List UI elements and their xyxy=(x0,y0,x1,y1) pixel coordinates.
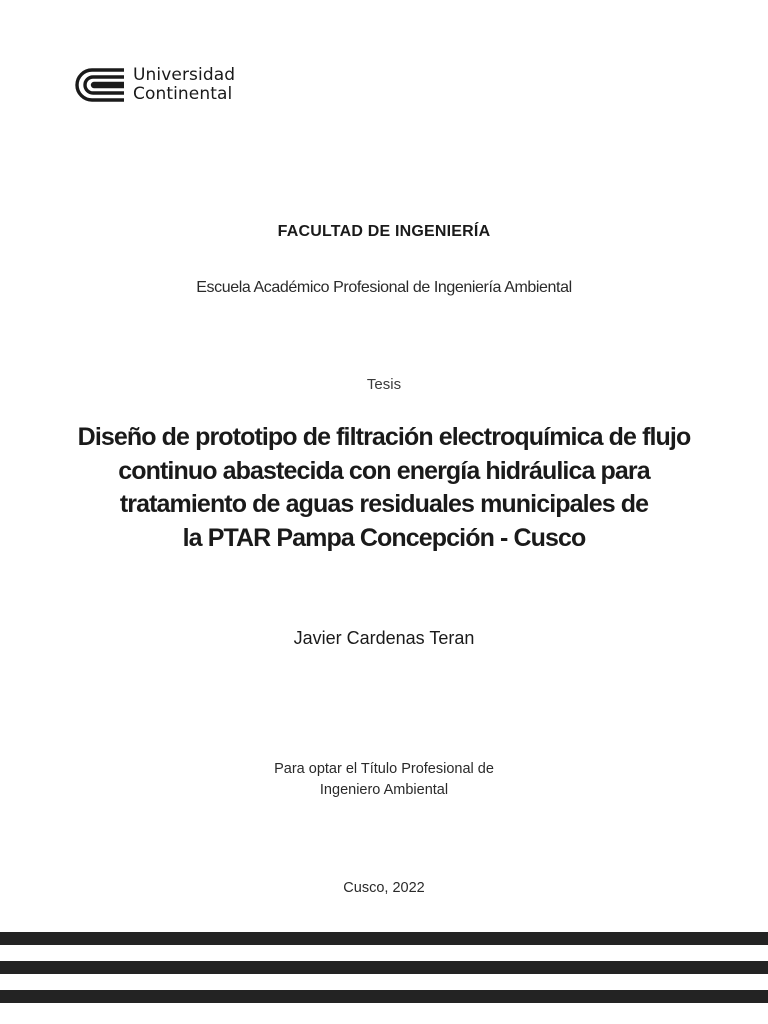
degree-purpose xyxy=(0,759,768,801)
thesis-title xyxy=(40,421,728,555)
degree-purpose-line: Ingeniero Ambiental xyxy=(319,782,449,798)
thesis-title-line: la PTAR Pampa Concepción - Cusco xyxy=(182,523,586,552)
document-type: Tesis xyxy=(366,376,402,393)
place-and-date: Cusco, 2022 xyxy=(343,880,425,896)
university-name xyxy=(133,66,235,104)
thesis-title-line: Diseño de prototipo de filtración electroquímica de flujo xyxy=(77,423,691,451)
thesis-title-line: continuo abastecida con energía hidráulica para xyxy=(118,456,650,485)
thesis-title-line: tratamiento de aguas residuales municipales de xyxy=(119,490,649,518)
decorative-stripe xyxy=(0,961,768,974)
university-logo xyxy=(75,66,255,104)
university-name-line-1: Universidad xyxy=(133,65,236,85)
author-name: Javier Cardenas Teran xyxy=(293,628,475,648)
decorative-stripe xyxy=(0,932,768,945)
university-name-line-2: Continental xyxy=(133,84,233,104)
university-continental-logo-icon xyxy=(75,67,125,103)
decorative-stripe xyxy=(0,990,768,1003)
school-name: Escuela Académico Profesional de Ingeniería Ambiental xyxy=(196,279,572,296)
degree-purpose-line: Para optar el Título Profesional de xyxy=(274,761,494,777)
faculty-name: FACULTAD DE INGENIERÍA xyxy=(277,223,491,240)
